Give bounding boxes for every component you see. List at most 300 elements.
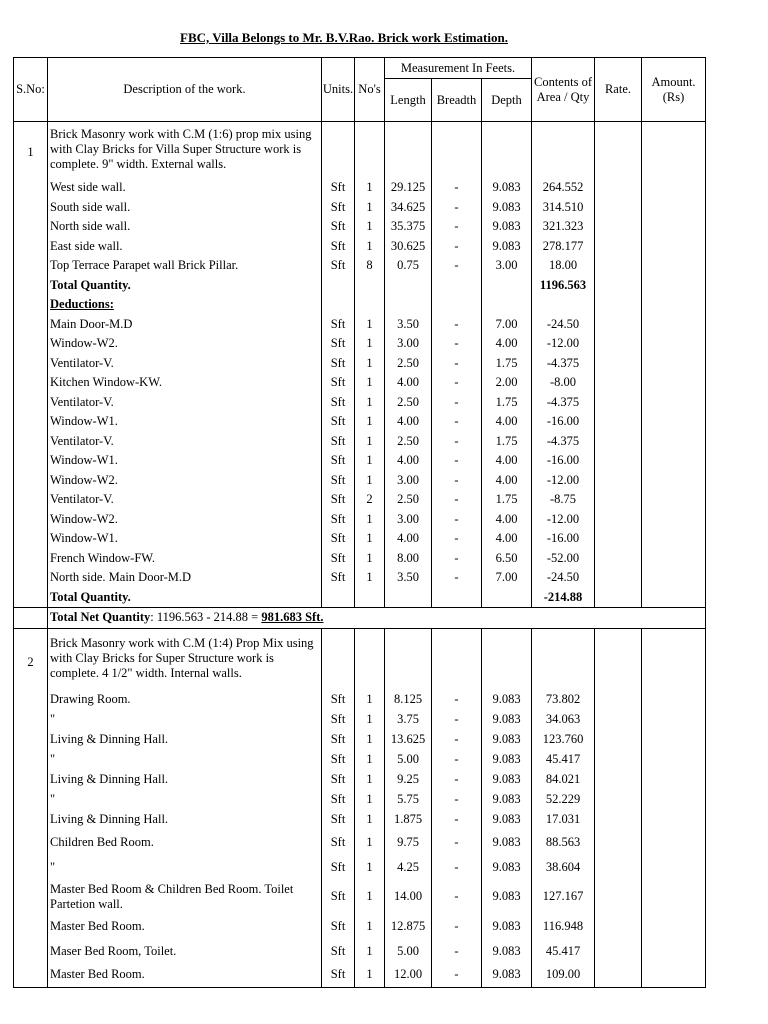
- sno-cell: [14, 373, 48, 393]
- depth-cell: 1.75: [482, 393, 532, 413]
- nos-cell: 1: [355, 334, 385, 354]
- description-cell: Window-W1.: [48, 451, 322, 471]
- description-cell: North side. Main Door-M.D: [48, 568, 322, 588]
- depth-cell: 1.75: [482, 432, 532, 452]
- empty-cell: [355, 276, 385, 296]
- length-cell: 14.00: [385, 879, 432, 914]
- breadth-cell: -: [432, 315, 482, 335]
- section-description-row: [14, 636, 706, 688]
- amount-cell: [642, 295, 706, 315]
- length-cell: 4.25: [385, 855, 432, 879]
- unit-cell: Sft: [322, 750, 355, 768]
- unit-cell: Sft: [322, 855, 355, 879]
- qty-cell: -4.375: [532, 432, 595, 452]
- breadth-cell: -: [432, 334, 482, 354]
- description-cell: Ventilator-V.: [48, 432, 322, 452]
- table-row: [14, 963, 706, 987]
- rate-cell: [595, 750, 642, 768]
- qty-cell: 18.00: [532, 256, 595, 276]
- sno-cell: [14, 510, 48, 530]
- amount-cell: [642, 879, 706, 914]
- depth-cell: 1.75: [482, 354, 532, 374]
- empty-cell: [385, 127, 432, 178]
- nos-cell: 1: [355, 750, 385, 768]
- header-nos: No's: [355, 58, 385, 122]
- sno-cell: [14, 855, 48, 879]
- depth-cell: 9.083: [482, 808, 532, 830]
- nos-cell: 1: [355, 939, 385, 963]
- unit-cell: Sft: [322, 432, 355, 452]
- rate-cell: [595, 432, 642, 452]
- label-cell: Deductions:: [48, 295, 322, 315]
- amount-cell: [642, 710, 706, 728]
- breadth-cell: -: [432, 354, 482, 374]
- empty-cell: [532, 628, 595, 636]
- length-cell: 5.75: [385, 790, 432, 808]
- length-cell: 12.00: [385, 963, 432, 987]
- unit-cell: Sft: [322, 412, 355, 432]
- depth-cell: 9.083: [482, 750, 532, 768]
- rate-cell: [595, 295, 642, 315]
- description-cell: Ventilator-V.: [48, 354, 322, 374]
- depth-cell: 9.083: [482, 963, 532, 987]
- table-row: [14, 790, 706, 808]
- length-cell: 2.50: [385, 354, 432, 374]
- unit-cell: Sft: [322, 808, 355, 830]
- rate-cell: [595, 178, 642, 198]
- breadth-cell: -: [432, 688, 482, 710]
- qty-cell: 116.948: [532, 914, 595, 939]
- total-value: 1196.563: [532, 276, 595, 296]
- qty-cell: -12.00: [532, 334, 595, 354]
- sno-cell: [14, 432, 48, 452]
- qty-cell: 84.021: [532, 768, 595, 790]
- amount-cell: [642, 412, 706, 432]
- breadth-cell: -: [432, 855, 482, 879]
- breadth-cell: -: [432, 939, 482, 963]
- rate-cell: [595, 393, 642, 413]
- sno-cell: [14, 354, 48, 374]
- table-row: [14, 855, 706, 879]
- nos-cell: 1: [355, 393, 385, 413]
- breadth-cell: -: [432, 879, 482, 914]
- description-cell: East side wall.: [48, 237, 322, 257]
- amount-cell: [642, 373, 706, 393]
- table-row: [14, 373, 706, 393]
- sno-cell: [14, 790, 48, 808]
- breadth-cell: -: [432, 914, 482, 939]
- table-row: [14, 451, 706, 471]
- rate-cell: [595, 939, 642, 963]
- header-measurement: Measurement In Feets.: [385, 58, 532, 79]
- qty-cell: -12.00: [532, 510, 595, 530]
- qty-cell: -16.00: [532, 451, 595, 471]
- section-number: 1: [14, 127, 48, 178]
- qty-cell: 127.167: [532, 879, 595, 914]
- table-row: [14, 354, 706, 374]
- depth-cell: 9.083: [482, 710, 532, 728]
- breadth-cell: -: [432, 750, 482, 768]
- qty-cell: 34.063: [532, 710, 595, 728]
- length-cell: 0.75: [385, 256, 432, 276]
- nos-cell: 1: [355, 451, 385, 471]
- sno-cell: [14, 490, 48, 510]
- rate-cell: [595, 471, 642, 491]
- rate-cell: [595, 808, 642, 830]
- deductions-heading: [14, 295, 706, 315]
- unit-cell: Sft: [322, 510, 355, 530]
- unit-cell: Sft: [322, 217, 355, 237]
- amount-cell: [642, 529, 706, 549]
- sno-cell: [14, 217, 48, 237]
- length-cell: 3.00: [385, 510, 432, 530]
- header-sno: S.No:: [14, 58, 48, 122]
- length-cell: 13.625: [385, 728, 432, 750]
- empty-cell: [642, 628, 706, 636]
- empty-cell: [595, 127, 642, 178]
- empty-cell: [482, 276, 532, 296]
- qty-cell: 45.417: [532, 939, 595, 963]
- breadth-cell: -: [432, 490, 482, 510]
- header-depth: Depth: [482, 79, 532, 122]
- unit-cell: Sft: [322, 198, 355, 218]
- empty-cell: [432, 127, 482, 178]
- sno-cell: [14, 914, 48, 939]
- table-row: [14, 471, 706, 491]
- unit-cell: Sft: [322, 237, 355, 257]
- depth-cell: 9.083: [482, 768, 532, 790]
- nos-cell: 1: [355, 963, 385, 987]
- breadth-cell: -: [432, 373, 482, 393]
- length-cell: 3.50: [385, 315, 432, 335]
- qty-cell: 45.417: [532, 750, 595, 768]
- length-cell: 4.00: [385, 373, 432, 393]
- sno-cell: [14, 471, 48, 491]
- description-cell: West side wall.: [48, 178, 322, 198]
- amount-cell: [642, 237, 706, 257]
- sno-cell: [14, 256, 48, 276]
- empty-cell: [642, 636, 706, 688]
- description-cell: Ventilator-V.: [48, 490, 322, 510]
- net-label: Total Net Quantity: [50, 610, 151, 624]
- label-cell: Total Quantity.: [48, 588, 322, 608]
- description-cell: Master Bed Room.: [48, 914, 322, 939]
- empty-cell: [532, 636, 595, 688]
- amount-cell: [642, 178, 706, 198]
- description-cell: ": [48, 750, 322, 768]
- breadth-cell: -: [432, 568, 482, 588]
- empty-cell: [385, 588, 432, 608]
- amount-cell: [642, 914, 706, 939]
- length-cell: 5.00: [385, 939, 432, 963]
- description-cell: Master Bed Room & Children Bed Room. Toilet Partetion wall.: [48, 879, 322, 914]
- sno-cell: [14, 688, 48, 710]
- rate-cell: [595, 914, 642, 939]
- unit-cell: Sft: [322, 768, 355, 790]
- length-cell: 29.125: [385, 178, 432, 198]
- table-row: [14, 914, 706, 939]
- rate-cell: [595, 549, 642, 569]
- sno-cell: [14, 568, 48, 588]
- breadth-cell: -: [432, 710, 482, 728]
- length-cell: 9.25: [385, 768, 432, 790]
- length-cell: 2.50: [385, 393, 432, 413]
- rate-cell: [595, 588, 642, 608]
- unit-cell: Sft: [322, 939, 355, 963]
- net-expression: : 1196.563 - 214.88 =: [150, 610, 262, 624]
- rate-cell: [595, 855, 642, 879]
- table-row: [14, 432, 706, 452]
- empty-cell: [355, 628, 385, 636]
- header-rate: Rate.: [595, 58, 642, 122]
- length-cell: 4.00: [385, 412, 432, 432]
- table-row: [14, 198, 706, 218]
- depth-cell: 7.00: [482, 568, 532, 588]
- section-2: [14, 628, 706, 987]
- qty-cell: -16.00: [532, 529, 595, 549]
- depth-cell: 9.083: [482, 728, 532, 750]
- sno-cell: [14, 808, 48, 830]
- depth-cell: 9.083: [482, 879, 532, 914]
- amount-cell: [642, 510, 706, 530]
- breadth-cell: -: [432, 471, 482, 491]
- amount-cell: [642, 198, 706, 218]
- length-cell: 4.00: [385, 529, 432, 549]
- header-description: Description of the work.: [48, 58, 322, 122]
- amount-cell: [642, 354, 706, 374]
- nos-cell: 1: [355, 728, 385, 750]
- description-cell: Ventilator-V.: [48, 393, 322, 413]
- table-row: [14, 529, 706, 549]
- nos-cell: 1: [355, 198, 385, 218]
- amount-cell: [642, 471, 706, 491]
- length-cell: 3.50: [385, 568, 432, 588]
- empty-cell: [432, 295, 482, 315]
- sno-cell: [14, 728, 48, 750]
- amount-cell: [642, 750, 706, 768]
- qty-cell: -8.75: [532, 490, 595, 510]
- qty-cell: 109.00: [532, 963, 595, 987]
- empty-cell: [482, 588, 532, 608]
- qty-cell: 88.563: [532, 830, 595, 855]
- amount-cell: [642, 432, 706, 452]
- qty-cell: -16.00: [532, 412, 595, 432]
- header-breadth: Breadth: [432, 79, 482, 122]
- description-cell: Window-W2.: [48, 510, 322, 530]
- breadth-cell: -: [432, 178, 482, 198]
- breadth-cell: -: [432, 217, 482, 237]
- length-cell: 2.50: [385, 432, 432, 452]
- qty-cell: -24.50: [532, 315, 595, 335]
- amount-cell: [642, 808, 706, 830]
- description-cell: Window-W2.: [48, 334, 322, 354]
- length-cell: 1.875: [385, 808, 432, 830]
- description-cell: South side wall.: [48, 198, 322, 218]
- amount-cell: [642, 276, 706, 296]
- description-cell: Top Terrace Parapet wall Brick Pillar.: [48, 256, 322, 276]
- depth-cell: 4.00: [482, 334, 532, 354]
- empty-cell: [595, 636, 642, 688]
- unit-cell: Sft: [322, 688, 355, 710]
- unit-cell: Sft: [322, 710, 355, 728]
- page-title: FBC, Villa Belongs to Mr. B.V.Rao. Brick work Estimation.: [180, 30, 508, 45]
- rate-cell: [595, 315, 642, 335]
- empty-cell: [482, 295, 532, 315]
- qty-cell: -12.00: [532, 471, 595, 491]
- table-row: [14, 728, 706, 750]
- qty-cell: 17.031: [532, 808, 595, 830]
- rate-cell: [595, 568, 642, 588]
- nos-cell: 1: [355, 354, 385, 374]
- empty-cell: [322, 628, 355, 636]
- rate-cell: [595, 373, 642, 393]
- nos-cell: 1: [355, 315, 385, 335]
- breadth-cell: -: [432, 451, 482, 471]
- unit-cell: Sft: [322, 315, 355, 335]
- description-cell: Living & Dinning Hall.: [48, 728, 322, 750]
- sno-cell: [14, 412, 48, 432]
- unit-cell: Sft: [322, 568, 355, 588]
- section-description-row: [14, 127, 706, 178]
- amount-cell: [642, 790, 706, 808]
- depth-cell: 4.00: [482, 471, 532, 491]
- amount-cell: [642, 588, 706, 608]
- depth-cell: 9.083: [482, 198, 532, 218]
- table-row: [14, 830, 706, 855]
- qty-cell: -4.375: [532, 393, 595, 413]
- nos-cell: 1: [355, 768, 385, 790]
- description-cell: Main Door-M.D: [48, 315, 322, 335]
- empty-cell: [322, 276, 355, 296]
- amount-cell: [642, 830, 706, 855]
- breadth-cell: -: [432, 198, 482, 218]
- depth-cell: 9.083: [482, 914, 532, 939]
- nos-cell: 1: [355, 914, 385, 939]
- description-cell: ": [48, 790, 322, 808]
- description-cell: Window-W2.: [48, 471, 322, 491]
- rate-cell: [595, 710, 642, 728]
- description-cell: Drawing Room.: [48, 688, 322, 710]
- empty-cell: [322, 127, 355, 178]
- description-cell: French Window-FW.: [48, 549, 322, 569]
- nos-cell: 1: [355, 710, 385, 728]
- rate-cell: [595, 354, 642, 374]
- header-amount: Amount. (Rs): [642, 58, 706, 122]
- nos-cell: 1: [355, 412, 385, 432]
- qty-cell: 123.760: [532, 728, 595, 750]
- sno-cell: [14, 963, 48, 987]
- breadth-cell: -: [432, 549, 482, 569]
- nos-cell: 1: [355, 529, 385, 549]
- breadth-cell: -: [432, 529, 482, 549]
- amount-cell: [642, 855, 706, 879]
- table-row: [14, 688, 706, 710]
- description-cell: Living & Dinning Hall.: [48, 808, 322, 830]
- table-row: [14, 710, 706, 728]
- table-row: [14, 808, 706, 830]
- sno-cell: [14, 750, 48, 768]
- empty-cell: [482, 636, 532, 688]
- qty-cell: -52.00: [532, 549, 595, 569]
- empty-cell: [322, 588, 355, 608]
- table-row: [14, 568, 706, 588]
- empty-cell: [482, 628, 532, 636]
- table-row: [14, 549, 706, 569]
- unit-cell: Sft: [322, 393, 355, 413]
- depth-cell: 9.083: [482, 790, 532, 808]
- unit-cell: Sft: [322, 790, 355, 808]
- rate-cell: [595, 451, 642, 471]
- nos-cell: 1: [355, 879, 385, 914]
- depth-cell: 9.083: [482, 217, 532, 237]
- section-description: Brick Masonry work with C.M (1:6) prop mix using with Clay Bricks for Villa Super Structure work is complete. 9" width. External walls.: [48, 127, 322, 178]
- amount-cell: [642, 568, 706, 588]
- amount-cell: [642, 217, 706, 237]
- header-units: Units.: [322, 58, 355, 122]
- depth-cell: 1.75: [482, 490, 532, 510]
- amount-cell: [642, 728, 706, 750]
- description-cell: Children Bed Room.: [48, 830, 322, 855]
- sno-cell: [14, 295, 48, 315]
- sno-cell: [14, 178, 48, 198]
- length-cell: 3.00: [385, 334, 432, 354]
- qty-cell: 73.802: [532, 688, 595, 710]
- description-cell: Window-W1.: [48, 529, 322, 549]
- sno-cell: [14, 588, 48, 608]
- amount-cell: [642, 451, 706, 471]
- qty-cell: 38.604: [532, 855, 595, 879]
- rate-cell: [595, 256, 642, 276]
- qty-cell: 52.229: [532, 790, 595, 808]
- label-cell: Total Quantity.: [48, 276, 322, 296]
- empty-cell: [432, 628, 482, 636]
- empty-cell: [355, 588, 385, 608]
- length-cell: 2.50: [385, 490, 432, 510]
- nos-cell: 1: [355, 855, 385, 879]
- nos-cell: 1: [355, 568, 385, 588]
- deductions-total-row: [14, 588, 706, 608]
- depth-cell: 9.083: [482, 939, 532, 963]
- sno-cell: [14, 393, 48, 413]
- rate-cell: [595, 768, 642, 790]
- amount-cell: [642, 939, 706, 963]
- rate-cell: [595, 963, 642, 987]
- table-row: [14, 393, 706, 413]
- table-row: [14, 256, 706, 276]
- nos-cell: 1: [355, 237, 385, 257]
- qty-cell: -4.375: [532, 354, 595, 374]
- length-cell: 30.625: [385, 237, 432, 257]
- empty-cell: [385, 295, 432, 315]
- header-length: Length: [385, 79, 432, 122]
- sno-cell: [14, 879, 48, 914]
- description-cell: ": [48, 855, 322, 879]
- table-row: [14, 178, 706, 198]
- length-cell: 8.125: [385, 688, 432, 710]
- table-header: [14, 58, 706, 122]
- amount-cell: [642, 549, 706, 569]
- rate-cell: [595, 790, 642, 808]
- table-row: [14, 217, 706, 237]
- depth-cell: 6.50: [482, 549, 532, 569]
- depth-cell: 9.083: [482, 237, 532, 257]
- table-row: [14, 412, 706, 432]
- unit-cell: Sft: [322, 471, 355, 491]
- nos-cell: 1: [355, 790, 385, 808]
- empty-cell: [432, 276, 482, 296]
- length-cell: 9.75: [385, 830, 432, 855]
- rate-cell: [595, 237, 642, 257]
